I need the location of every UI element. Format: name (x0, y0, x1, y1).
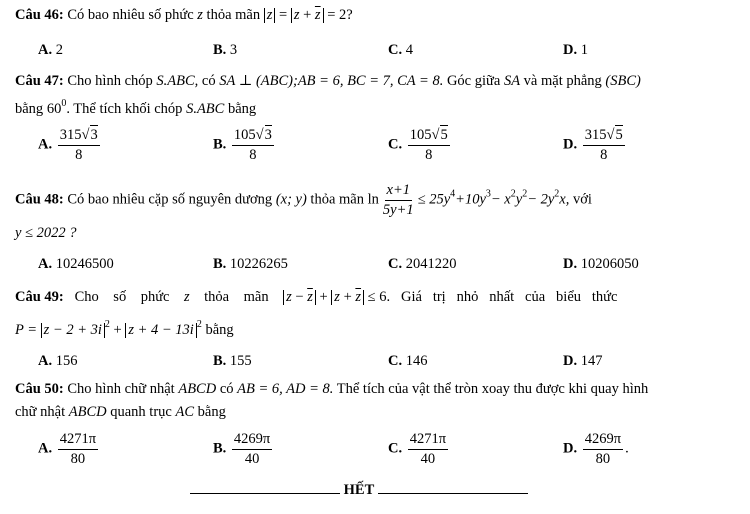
question-50-label: Câu 50: (15, 381, 64, 397)
question-48-label: Câu 48: (15, 191, 64, 208)
exponent: 2 (554, 188, 560, 200)
q47-answer-c[interactable] (388, 128, 452, 162)
q47-answer-d[interactable] (563, 128, 627, 162)
question-50-line-2 (15, 405, 226, 420)
question-46 (15, 8, 353, 23)
q46-answer-a[interactable] (38, 43, 63, 58)
text: thức (591, 289, 618, 305)
answer-letter: B. (213, 136, 227, 153)
answer-letter: A. (38, 440, 53, 457)
fraction (408, 432, 448, 466)
fraction: $\frac{105√5}{8}$ (409, 127, 448, 163)
text: có (219, 381, 234, 397)
text: Cho hình chóp (67, 73, 153, 89)
answer-letter: A. (38, 42, 53, 58)
q48-answer-a[interactable] (38, 257, 114, 272)
footer-end-marker (190, 483, 528, 498)
answer-letter: C. (388, 440, 403, 457)
answer-letter: B. (213, 353, 227, 369)
q46-answer-c[interactable] (388, 43, 413, 58)
text: bằng (227, 101, 257, 117)
question-47-line-2 (15, 99, 256, 117)
answer-letter: C. (388, 256, 403, 272)
answer-value: 2041220 (405, 256, 457, 272)
answer-value: 1 (580, 42, 588, 58)
plus: + (113, 322, 122, 338)
text: quanh trục (110, 404, 172, 420)
answer-letter: B. (213, 440, 227, 457)
q50-answer-a[interactable] (38, 432, 100, 466)
question-47-line-1 (15, 74, 641, 89)
q49-answer-d[interactable] (563, 354, 602, 369)
text: trị (432, 289, 446, 305)
q46-answer-b[interactable] (213, 43, 237, 58)
text: Có bao nhiêu cặp số nguyên dương (67, 191, 273, 208)
answer-letter: C. (388, 353, 403, 369)
pyramid-name: S.ABC (186, 101, 225, 117)
answer-value: 2 (55, 42, 63, 58)
denominator: 80 (70, 450, 86, 467)
text: bằng (15, 101, 44, 117)
fraction (381, 183, 416, 217)
q47-answer-b[interactable] (213, 128, 276, 162)
fraction (58, 432, 98, 466)
text: Thể tích của vật thể tròn xoay thu được khi quay hình (336, 381, 649, 397)
pair: (x; y) (275, 191, 307, 208)
radicand: 3 (264, 127, 272, 143)
answer-letter: D. (563, 353, 578, 369)
answer-letter: A. (38, 136, 53, 153)
text: của (525, 289, 546, 305)
coef: 105 (409, 127, 432, 143)
question-46-label: Câu 46: (15, 7, 64, 23)
answer-letter: D. (563, 136, 578, 153)
answer-letter: A. (38, 256, 53, 272)
edge-lengths: AB = 6, BC = 7, CA = 8. (297, 73, 444, 89)
suffix: . (625, 440, 629, 457)
q48-answer-d[interactable] (563, 257, 639, 272)
numerator: 4269π (232, 432, 272, 450)
text: và mặt phẳng (523, 73, 602, 89)
text: biểu (556, 289, 582, 305)
text: Cho (74, 289, 99, 305)
term: x, (559, 191, 570, 208)
term: y (515, 191, 523, 208)
text: nhất (489, 289, 515, 305)
divider (190, 493, 340, 494)
angle-value: 60 (46, 101, 62, 117)
q50-answer-d[interactable] (563, 432, 629, 466)
ln: ln (367, 191, 379, 208)
term: − x (490, 191, 511, 208)
text: nhỏ (456, 289, 479, 305)
answer-letter: C. (388, 136, 403, 153)
pyramid-name: S.ABC, (156, 73, 199, 89)
numerator: 4269π (583, 432, 623, 450)
edge-sa: SA (503, 73, 521, 89)
denominator: 40 (420, 450, 436, 467)
question-46-text: Có bao nhiêu số phức (67, 7, 194, 23)
answer-letter: D. (563, 440, 578, 457)
condition: y ≤ 2022 ? (15, 225, 77, 241)
answer-value: 147 (580, 353, 603, 369)
question-49-line-2 (15, 320, 234, 338)
question-49-condition: $z - \overline{z} + z + \overline{z} \le 6$. (283, 289, 390, 305)
fraction (232, 432, 272, 466)
text: bằng (197, 404, 226, 420)
footer-het: HẾT (343, 482, 375, 498)
p-label: P = (15, 322, 38, 338)
q49-answer-a[interactable] (38, 354, 77, 369)
denominator: 8 (249, 146, 257, 163)
text: . Thể tích khối chóp (66, 101, 183, 117)
question-48-line-2 (15, 226, 77, 241)
numerator: x+1 (385, 183, 412, 201)
exponent: 2 (522, 188, 528, 200)
denominator: 80 (595, 450, 611, 467)
answer-letter: A. (38, 353, 53, 369)
q48-answer-c[interactable] (388, 257, 456, 272)
q48-answer-b[interactable] (213, 257, 288, 272)
text: chữ nhật (15, 404, 66, 420)
answer-value: 4 (405, 42, 413, 58)
text: mãn (243, 289, 269, 305)
term: − 2y (527, 191, 555, 208)
q49-answer-b[interactable] (213, 354, 252, 369)
coef: 315 (59, 127, 82, 143)
degree-mark: 0 (61, 98, 67, 109)
text: Góc giữa (446, 73, 501, 89)
fraction: $\frac{315√3}{8}$ (59, 127, 98, 163)
fraction (583, 432, 623, 466)
cond: ≤ 6. (367, 289, 391, 305)
text: với (572, 191, 592, 208)
coef: 105 (233, 127, 256, 143)
text: bằng (205, 322, 234, 338)
text: phức (140, 289, 170, 305)
question-50-line-1 (15, 382, 648, 397)
fraction: $\frac{315√5}{8}$ (584, 127, 623, 163)
radicand: 3 (90, 127, 98, 143)
text: thỏa (204, 289, 230, 305)
answer-value: 3 (229, 42, 238, 58)
answer-letter: D. (563, 256, 578, 272)
question-48-line-1 (15, 183, 592, 217)
abs-term: z + 4 − 13i (125, 323, 197, 338)
answer-letter: B. (213, 42, 227, 58)
divider (378, 493, 528, 494)
term: ≤ 25y (417, 191, 451, 208)
question-46-equation: $z = z + \overline{z} = 2$? (264, 7, 353, 23)
answer-value: 146 (405, 353, 428, 369)
numerator: 4271π (408, 432, 448, 450)
q49-answer-c[interactable] (388, 354, 427, 369)
rect-name: ABCD (68, 404, 107, 420)
rect-name: ABCD (178, 381, 217, 397)
denominator: 5y+1 (382, 201, 414, 218)
answer-letter: B. (213, 256, 227, 272)
text: Giá (401, 289, 422, 305)
fraction: $\frac{105√3}{8}$ (233, 127, 272, 163)
answer-value: 10206050 (580, 256, 639, 272)
text: Cho hình chữ nhật (67, 381, 175, 397)
text: thỏa mãn (310, 191, 364, 208)
dimensions: AB = 6, AD = 8. (237, 381, 334, 397)
question-49-line-1 (15, 290, 617, 305)
exponent: 4 (450, 188, 456, 200)
term: +10y (455, 191, 486, 208)
q46-answer-d[interactable] (563, 43, 588, 58)
question-47-label: Câu 47: (15, 73, 64, 89)
perpendicular-condition: SA ⊥ (ABC); (219, 73, 298, 89)
question-46-tail: thỏa mãn (206, 7, 261, 23)
denominator: 8 (600, 146, 608, 163)
text: số (113, 289, 127, 305)
var: z (184, 289, 190, 305)
answer-letter: D. (563, 42, 578, 58)
denominator: 8 (425, 146, 433, 163)
answer-value: 10226265 (229, 256, 288, 272)
q50-answer-c[interactable] (388, 432, 450, 466)
text: có (201, 73, 216, 89)
exponent: 2 (196, 319, 202, 330)
q50-answer-b[interactable] (213, 432, 274, 466)
exponent: 2 (104, 319, 110, 330)
exponent: 3 (485, 188, 491, 200)
radicand: 5 (440, 127, 448, 143)
axis: AC (175, 404, 195, 420)
answer-value: 10246500 (55, 256, 114, 272)
numerator: 4271π (58, 432, 98, 450)
answer-value: 155 (229, 353, 252, 369)
exponent: 2 (510, 188, 516, 200)
answer-letter: C. (388, 42, 403, 58)
radicand: 5 (615, 127, 623, 143)
question-49-label: Câu 49: (15, 289, 64, 305)
question-46-var: z (197, 7, 203, 23)
denominator: 40 (244, 450, 260, 467)
coef: 315 (584, 127, 607, 143)
abs-term: z − 2 + 3i (41, 323, 105, 338)
q47-answer-a[interactable] (38, 128, 102, 162)
answer-value: 156 (55, 353, 78, 369)
plane-sbc: (SBC) (605, 73, 641, 89)
denominator: 8 (75, 146, 83, 163)
